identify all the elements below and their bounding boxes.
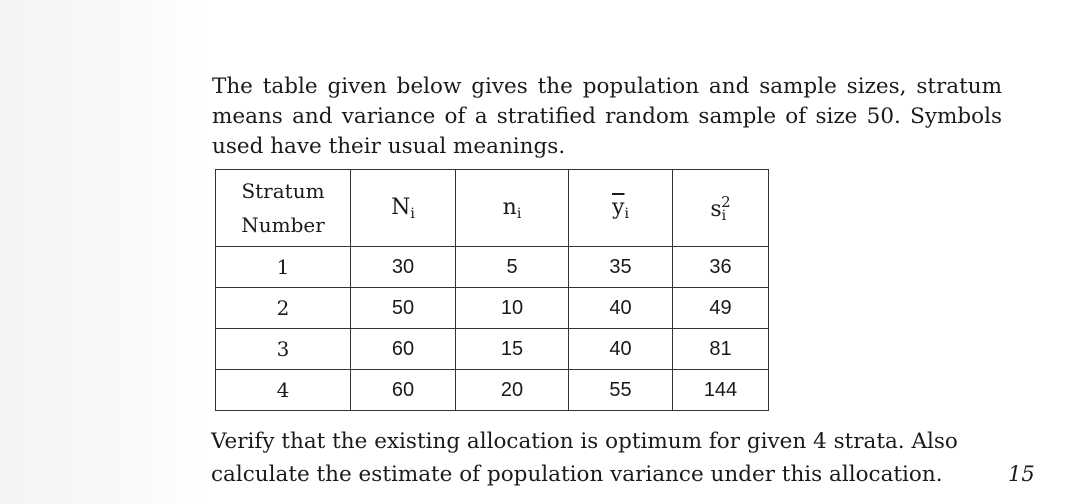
symbol-s: s — [710, 196, 722, 222]
question-intro: The table given below gives the population and sample sizes, stratum means and variance of a stratified random sample of size 50. Symbols used have their usual meanings. — [212, 74, 1002, 159]
header-stratum-line2: Number — [241, 213, 325, 237]
table-cell: 40 — [569, 329, 673, 370]
table-cell: 60 — [351, 329, 456, 370]
symbol-N-sub: i — [410, 205, 415, 222]
header-ybar — [569, 170, 673, 247]
table-cell: 50 — [351, 288, 456, 329]
closing-line-1: Verify that the existing allocation is optimum for given 4 strata. Also — [211, 429, 958, 454]
table-cell: 36 — [673, 247, 769, 288]
table-cell: 3 — [216, 329, 351, 370]
question-block — [212, 72, 1002, 162]
table-header-row — [216, 170, 769, 247]
table-cell: 40 — [569, 288, 673, 329]
header-s-squared — [673, 170, 769, 247]
scan-margin-shade — [0, 0, 205, 504]
symbol-s-sub: i — [721, 207, 727, 224]
table-cell: 30 — [351, 247, 456, 288]
table-cell: 5 — [456, 247, 569, 288]
data-table — [215, 169, 769, 411]
table-cell: 144 — [673, 370, 769, 411]
symbol-n-sub: i — [516, 205, 522, 222]
table-row — [216, 247, 769, 288]
header-n — [456, 170, 569, 247]
table-cell: 60 — [351, 370, 456, 411]
table-cell: 35 — [569, 247, 673, 288]
table-cell: 4 — [216, 370, 351, 411]
question-closing — [211, 425, 1001, 491]
marks-value: 15 — [1008, 462, 1035, 486]
table-cell: 55 — [569, 370, 673, 411]
table-cell: 2 — [216, 288, 351, 329]
table-cell: 10 — [456, 288, 569, 329]
header-N — [351, 170, 456, 247]
table-cell: 1 — [216, 247, 351, 288]
table-cell: 20 — [456, 370, 569, 411]
symbol-N: N — [391, 194, 411, 220]
header-stratum-line1: Stratum — [241, 179, 325, 203]
header-stratum-number — [216, 170, 351, 247]
table-cell: 15 — [456, 329, 569, 370]
table-cell: 49 — [673, 288, 769, 329]
closing-line-2: calculate the estimate of population variance under this allocation. — [211, 462, 943, 487]
table-cell: 81 — [673, 329, 769, 370]
symbol-ybar-sub: i — [624, 205, 629, 222]
symbol-ybar: $\overline{y}$ — [612, 194, 625, 220]
table-row — [216, 329, 769, 370]
table-row — [216, 288, 769, 329]
table-row — [216, 370, 769, 411]
symbol-s-sup: 2 — [721, 192, 731, 211]
symbol-n: n — [502, 194, 517, 220]
